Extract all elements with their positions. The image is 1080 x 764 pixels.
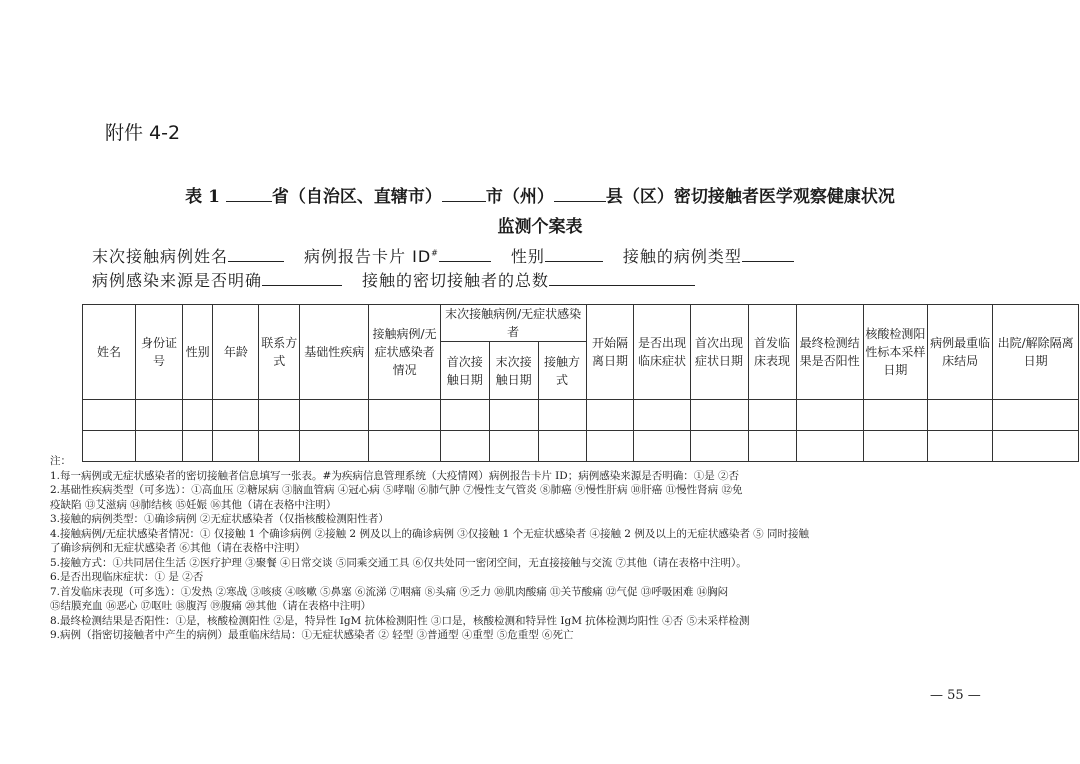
form-title <box>0 182 1080 207</box>
header-final-positive: 最终检测结果是否阳性 <box>796 305 863 400</box>
gender-label: 性别 <box>510 247 545 266</box>
contact-case-type-label: 接触的病例类型 <box>622 247 742 266</box>
case-table <box>82 304 1079 462</box>
table-number: 表 1 <box>185 187 226 207</box>
page-number: — 55 — <box>930 688 981 703</box>
table-cell[interactable] <box>259 400 300 431</box>
header-contact-way: 接触方式 <box>538 342 586 400</box>
table-cell[interactable] <box>182 400 213 431</box>
table-cell[interactable] <box>928 400 993 431</box>
header-contact-method: 联系方式 <box>259 305 300 400</box>
last-case-name-field[interactable] <box>228 247 284 262</box>
table-cell[interactable] <box>440 400 489 431</box>
contact-case-type-field[interactable] <box>742 247 794 262</box>
header-isolation-start: 开始隔离日期 <box>586 305 634 400</box>
table-cell[interactable] <box>489 400 538 431</box>
table-cell[interactable] <box>538 400 586 431</box>
city-blank[interactable] <box>442 187 486 202</box>
info-row-1: 末次接触病例姓名 病例报告卡片 ID# 性别 接触的病例类型 <box>92 244 794 267</box>
table-cell[interactable] <box>83 400 136 431</box>
form-title-line2: 监测个案表 <box>497 217 583 237</box>
note-line: 4.接触病例/无症状感染者情况：① 仅接触 1 个确诊病例 ②接触 2 例及以上的确诊病例 ③仅接触 1 个无症状感染者 ④接触 2 例及以上的无症状感染者 ⑤ 同时接触 <box>50 527 810 540</box>
total-contacts-field[interactable] <box>549 271 695 286</box>
header-first-symptom-date: 首次出现症状日期 <box>690 305 748 400</box>
table-row <box>83 400 1079 431</box>
header-first-contact-date: 首次接触日期 <box>440 342 489 400</box>
total-contacts-label: 接触的密切接触者的总数 <box>362 271 550 290</box>
infection-source-label: 病例感染来源是否明确 <box>92 271 263 290</box>
note-line: 5.接触方式：①共同居住生活 ②医疗护理 ③聚餐 ④日常交谈 ⑤同乘交通工具 ⑥仅共处同一密闭空间，无直接接触与交流 ⑦其他（请在表格中注明）。 <box>50 556 747 569</box>
attachment-label: 附件 4-2 <box>105 122 181 144</box>
table-cell[interactable] <box>863 400 927 431</box>
case-card-id-field[interactable] <box>439 247 491 262</box>
header-first-clinical: 首发临床表现 <box>748 305 796 400</box>
table-cell[interactable] <box>993 400 1079 431</box>
table-cell[interactable] <box>690 400 748 431</box>
infection-source-field[interactable] <box>262 271 342 286</box>
province-blank[interactable] <box>226 187 272 202</box>
info-row-2 <box>92 268 695 291</box>
note-line: 注： <box>50 455 71 467</box>
table-cell[interactable] <box>796 400 863 431</box>
table-cell[interactable] <box>369 400 440 431</box>
header-underlying-disease: 基础性疾病 <box>300 305 369 400</box>
last-case-name-label: 末次接触病例姓名 <box>92 247 229 266</box>
header-name: 姓名 <box>83 305 136 400</box>
gender-field[interactable] <box>545 247 603 262</box>
table-cell[interactable] <box>634 400 690 431</box>
notes-section <box>50 454 1050 643</box>
title-city: 市（州） <box>485 187 554 207</box>
table-cell[interactable] <box>586 400 634 431</box>
table-cell[interactable] <box>136 400 183 431</box>
note-line: 9.病例（指密切接触者中产生的病例）最重临床结局：①无症状感染者 ② 轻型 ③普通型 ④重型 ⑤危重型 ⑥死亡 <box>50 629 574 641</box>
note-line: 2.基础性疾病类型（可多选）：①高血压 ②糖尿病 ③脑血管病 ④冠心病 ⑤哮喘 ⑥肺气肿 ⑦慢性支气管炎 ⑧肺癌 ⑨慢性肝病 ⑩肝癌 ⑪慢性肾病 ⑫免 <box>50 484 743 496</box>
case-card-id-label: 病例报告卡片 ID <box>304 247 432 266</box>
note-line: 3.接触的病例类型：①确诊病例 ②无症状感染者（仅指核酸检测阳性者） <box>50 513 389 525</box>
header-age: 年龄 <box>213 305 259 400</box>
note-line: ⑮结膜充血 ⑯恶心 ⑰呕吐 ⑱腹泻 ⑲腹痛 ⑳其他（请在表格中注明） <box>50 600 372 612</box>
header-last-contact-group: 末次接触病例/无症状感染者 <box>440 305 586 342</box>
header-discharge: 出院/解除隔离日期 <box>993 305 1079 400</box>
header-gender: 性别 <box>182 305 213 400</box>
header-severity: 病例最重临床结局 <box>928 305 993 400</box>
note-line: 7.首发临床表现（可多选）：①发热 ②寒战 ③咳痰 ④咳嗽 ⑤鼻塞 ⑥流涕 ⑦咽痛 ⑧头痛 ⑨乏力 ⑩肌肉酸痛 ⑪关节酸痛 ⑫气促 ⑬呼吸困难 ⑭胸闷 <box>50 585 729 598</box>
note-line: 1.每一病例或无症状感染者的密切接触者信息填写一张表。#为疾病信息管理系统（大疫情网）病例报告卡片 ID；病例感染来源是否明确：①是 ②否 <box>50 469 740 482</box>
header-sample-date: 核酸检测阳性标本采样日期 <box>863 305 927 400</box>
header-exposure-situation: 接触病例/无症状感染者情况 <box>369 305 440 400</box>
note-line: 6.是否出现临床症状：① 是 ②否 <box>50 571 204 583</box>
note-line: 疫缺陷 ⑬艾滋病 ⑭肺结核 ⑮妊娠 ⑯其他（请在表格中注明） <box>50 498 337 511</box>
county-blank[interactable] <box>554 187 606 202</box>
note-line: 了确诊病例和无症状感染者 ⑥其他（请在表格中注明） <box>50 542 306 554</box>
title-province: 省（自治区、直辖市） <box>271 187 442 207</box>
table-cell[interactable] <box>748 400 796 431</box>
header-last-contact-date: 末次接触日期 <box>489 342 538 400</box>
title-county: 县（区）密切接触者医学观察健康状况 <box>605 187 895 207</box>
table-cell[interactable] <box>213 400 259 431</box>
header-id: 身份证号 <box>136 305 183 400</box>
table-cell[interactable] <box>300 400 369 431</box>
note-line: 8.最终检测结果是否阳性：①是，核酸检测阳性 ②是，特异性 IgM 抗体检测阳性 ③口是，核酸检测和特异性 IgM 抗体检测均阳性 ④否 ⑤未采样检测 <box>50 614 750 627</box>
header-symptoms: 是否出现临床症状 <box>634 305 690 400</box>
